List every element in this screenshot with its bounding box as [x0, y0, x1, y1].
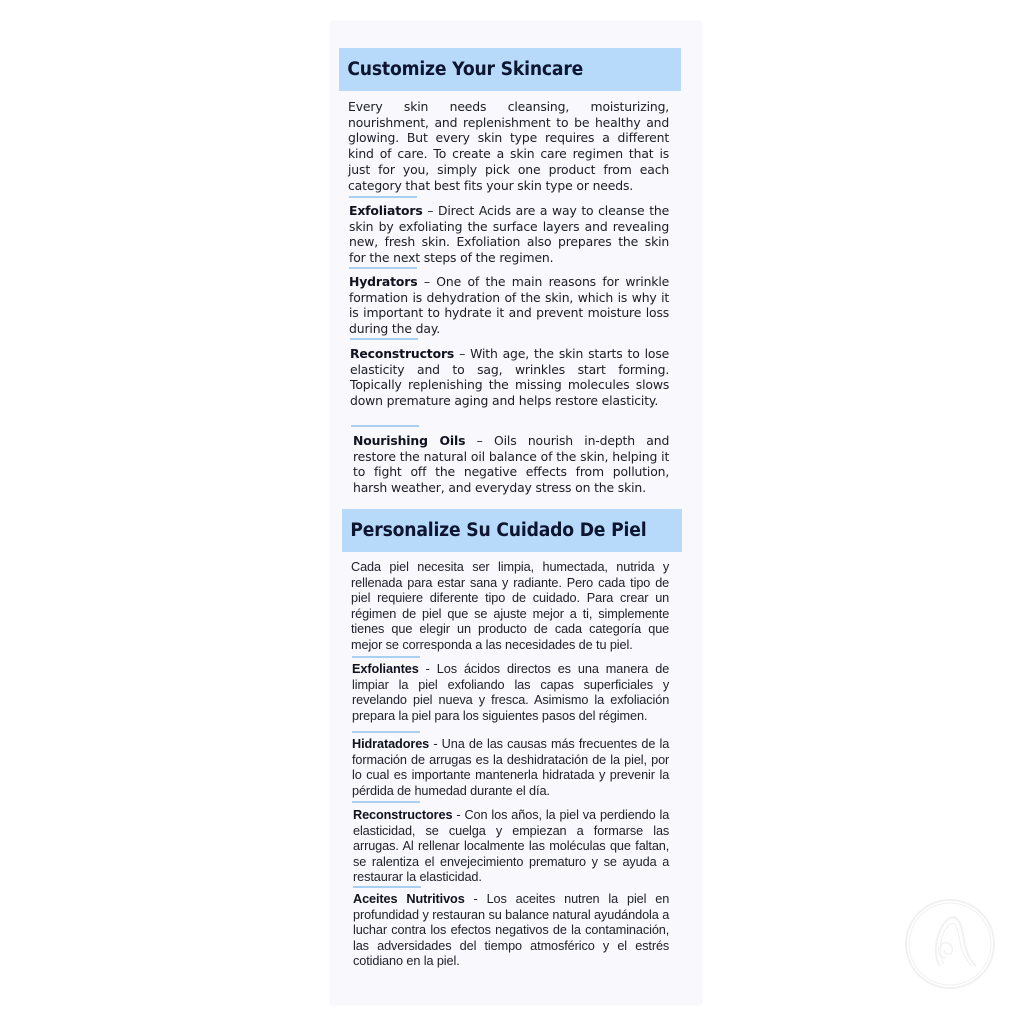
item-term: Hydrators [349, 274, 418, 289]
divider [351, 425, 419, 427]
item-term: Hidratadores [352, 736, 430, 751]
item-text: With age, the skin starts to lose elasticity and to sag, wrinkles start forming. Topically replenishing the missing molecules slows down premature aging and helps restore elasticity. [350, 346, 670, 409]
item-text: One of the main reasons for wrinkle formation is dehydration of the skin, which is why it is important to hydrate it and prevent moisture loss during the day. [349, 274, 670, 337]
item-term: Exfoliators [349, 203, 423, 218]
spanish-intro [351, 559, 669, 653]
spanish-intro-text: Cada piel necesita ser limpia, humectada, nutrida y rellenada para estar sana y radiante. Pero cada tipo de piel requiere diferente tipo de cuidado. Para crear un régimen de piel que se ajuste mejor a ti, simplemente tienes que elegir un producto de cada categoría que mejor se corresponda a las necesidades de tu piel. [351, 559, 670, 652]
item-term: Reconstructors [350, 346, 455, 361]
item-sep: – [422, 203, 438, 218]
english-item-nourishing-oils [353, 433, 669, 496]
item-sep: - [452, 807, 465, 822]
spanish-item-exfoliantes [352, 661, 669, 723]
spanish-item-aceites-nutritivos [353, 891, 669, 969]
spanish-item-hidratadores [352, 736, 669, 798]
english-intro [348, 99, 669, 193]
english-title-band [339, 48, 681, 91]
item-text: Oils nourish in-depth and restore the natural oil balance of the skin, helping it to fight off the negative effects from pollution, harsh weather, and everyday stress on the skin. [353, 433, 670, 496]
item-term: Reconstructores [353, 807, 453, 822]
item-term: Exfoliantes [352, 661, 419, 676]
item-term: Aceites Nutritivos [353, 891, 465, 906]
item-text: Direct Acids are a way to cleanse the skin by exfoliating the surface layers and revealing new, fresh skin. Exfoliation also prepares the skin for the next steps of the regimen. [349, 203, 670, 266]
english-item-exfoliators [349, 203, 669, 266]
divider [349, 196, 417, 198]
spanish-item-reconstructores [353, 807, 669, 885]
divider [352, 801, 420, 803]
item-text: Una de las causas más frecuentes de la formación de arrugas es la deshidratación de la piel, por lo cual es importante mantenerla hidratada y prevenir la pérdida de humedad durante el día. [352, 736, 670, 798]
item-text: Los aceites nutren la piel en profundidad y restauran su balance natural ayudándola a luchar contra los efectos negativos de la contaminación, las adversidades del tiempo atmosférico y el estrés cotidiano en la piel. [353, 891, 670, 969]
english-title: Customize Your Skincare [347, 59, 584, 80]
item-sep: – [465, 433, 494, 448]
item-sep: – [417, 274, 437, 289]
item-sep: – [454, 346, 471, 361]
item-term: Nourishing Oils [353, 433, 466, 448]
divider [353, 886, 421, 888]
item-sep: - [464, 891, 487, 906]
item-text: Con los años, la piel va perdiendo la elasticidad, se cuelga y empiezan a formarse las arrugas. Al rellenar localmente las moléculas que faltan, se ralentiza el envejecimiento prematuro y se ayuda a restaurar la elasticidad. [353, 807, 670, 885]
divider [352, 656, 420, 658]
brand-logo-watermark-icon [902, 896, 998, 992]
spanish-title-band [342, 509, 682, 552]
divider [349, 267, 417, 269]
english-item-reconstructors [350, 346, 669, 409]
divider [350, 338, 418, 340]
item-sep: - [418, 661, 437, 676]
spanish-title: Personalize Su Cuidado De Piel [350, 520, 647, 541]
divider [352, 731, 420, 733]
item-sep: - [429, 736, 442, 751]
english-intro-text: Every skin needs cleansing, moisturizing, nourishment, and replenishment to be healthy and glowing. But every skin type requires a different kind of care. To create a skin care regimen that is just for you, simply pick one product from each category that best fits your skin type or needs. [348, 99, 670, 193]
english-item-hydrators [349, 274, 669, 337]
item-text: Los ácidos directos es una manera de limpiar la piel exfoliando las capas superficiales y revelando piel nueva y fresca. Asimismo la exfoliación prepara la piel para los siguientes pasos del régimen. [352, 661, 670, 723]
skincare-info-card [331, 22, 701, 1004]
